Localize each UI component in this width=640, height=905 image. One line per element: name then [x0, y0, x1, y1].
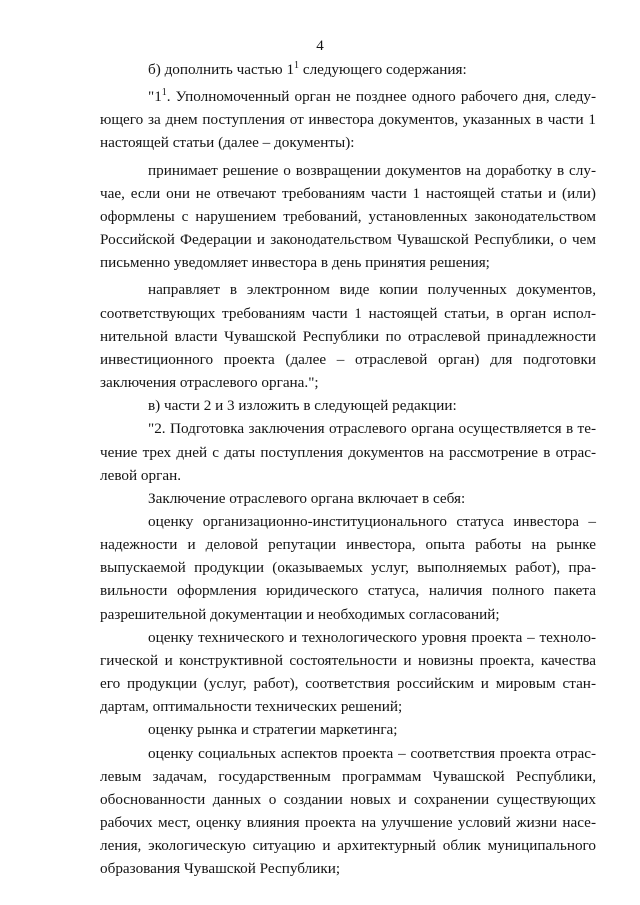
paragraph-technical-level: оценку технического и технологического уровня проекта – технологической и конструктивной состоятельности и новизны проекта, качества его продукции (услуг, работ), соответствия российским и мировым стандартам, оптимальности технических решений; [100, 628, 596, 716]
paragraph-return-documents: принимает решение о возвращении документов на доработку в случае, если они не отвечают требованиям части 1 настоящей статьи и (или) оформлены с нарушением требований, установленных законодательством Российской Федерации и законодательством Чувашской Республики, о чем письменно уведомляет инвестора в день принятия решения; [100, 161, 596, 272]
paragraph-text: следующего содержания: [299, 61, 467, 78]
paragraph-text: "1 [148, 88, 162, 106]
paragraph-text: . Уполномоченный орган не позднее одного рабочего дня, следующего за днем поступления от инвестора документов, указанных в части 1 настоящей статьи (далее – документы): [100, 88, 596, 152]
paragraph-part-2: "2. Подготовка заключения отраслевого органа осуществляется в течение трех дней с даты поступления документов на рассмотрение в отраслевой орган. [100, 420, 596, 484]
superscript: 1 [294, 60, 300, 71]
page-number: 4 [316, 38, 324, 54]
paragraph-conclusion-includes: Заключение отраслевого органа включает в себя: [148, 489, 466, 507]
paragraph-send-copies: направляет в электронном виде копии полученных документов, соответствующих требованиям части 1 настоящей статьи, в орган исполнительной власти Чувашской Республики по отраслевой принадлежности инвестиционного проекта (далее – отраслевой орган) для подготовки заключения отраслевого органа."; [100, 281, 596, 392]
paragraph-amendment-b [100, 58, 596, 81]
paragraph-part-1-1 [100, 85, 596, 154]
paragraph-amendment-c: в) части 2 и 3 изложить в следующей редакции: [148, 397, 457, 415]
paragraph-text: б) дополнить частью 1 [148, 61, 295, 78]
superscript: 1 [161, 87, 167, 99]
paragraph-market-strategy: оценку рынка и стратегии маркетинга; [148, 721, 398, 739]
document-body [100, 58, 596, 880]
paragraph-investor-status: оценку организационно-институционального статуса инвестора – надежности и деловой репутации инвестора, опыта работы на рынке выпускаемой продукции (оказываемых услуг, выполняемых работ), правильности оформления юридического статуса, наличия полного пакета разрешительной документации и необходимых согласований; [100, 512, 596, 623]
paragraph-social-aspects: оценку социальных аспектов проекта – соответствия проекта отраслевым задачам, государственным программам Чувашской Республики, обоснованности данных о создании новых и сохранении существующих рабочих мест, оценку влияния проекта на улучшение условий жизни населения, экологическую ситуацию и архитектурный облик муниципального образования Чувашской Республики; [100, 744, 596, 878]
